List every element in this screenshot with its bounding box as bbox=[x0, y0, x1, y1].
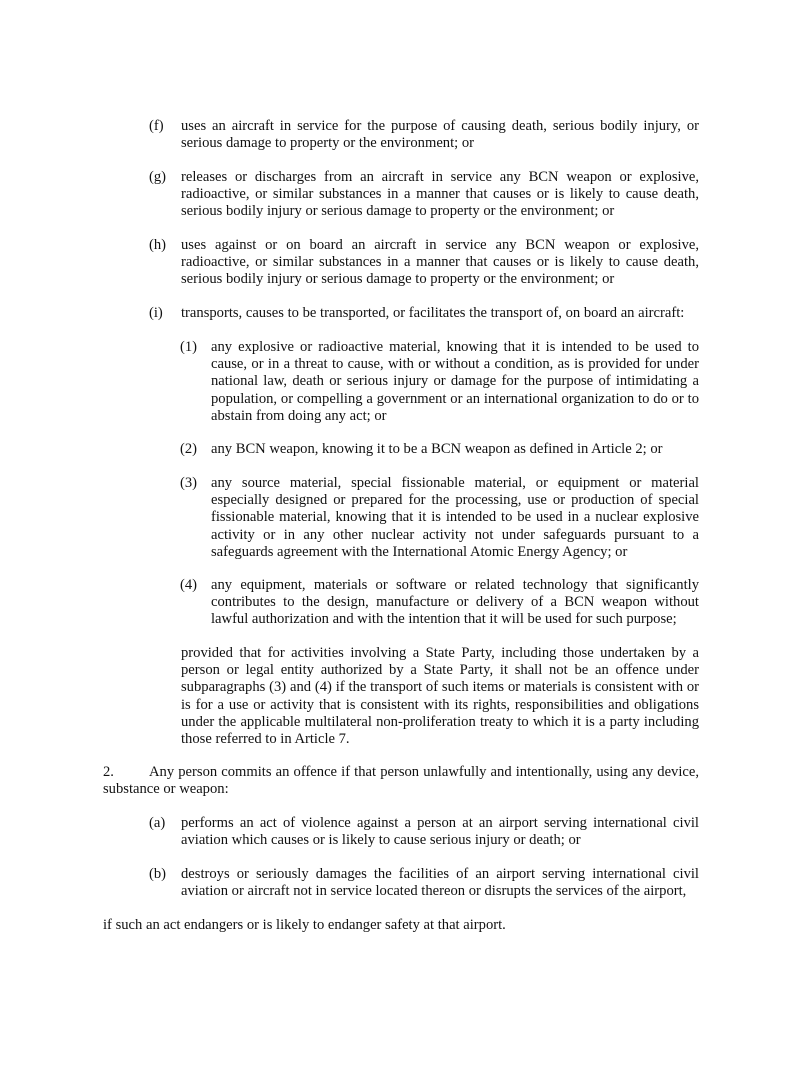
item-text: uses against or on board an aircraft in service any BCN weapon or explosive, radioactive, or similar substances in a manner that causes or is likely to cause death, serious bodily injury or serious damage to property or the environment; or bbox=[181, 237, 699, 288]
item-text: transports, causes to be transported, or facilitates the transport of, on board an aircraft: bbox=[181, 305, 685, 321]
proviso-paragraph: provided that for activities involving a State Party, including those undertaken by a person or legal entity authorized by a State Party, it shall not be an offence under subparagraphs (3) and (4) if the transport of such items or materials is consistent with or is for a use or activity that is consistent with its rights, responsibilities and obligations under the applicable multilateral non-proliferation treaty to which it is a party including those referred to in Article 7. bbox=[181, 645, 699, 748]
item-label: (g) bbox=[149, 169, 167, 185]
item-text: uses an aircraft in service for the purpose of causing death, serious bodily injury, or serious damage to property or the environment; or bbox=[181, 118, 699, 152]
subitem-text: any explosive or radioactive material, knowing that it is intended to be used to cause, or in a threat to cause, with or without a condition, as is provided for under national law, death or serious injury or damage for the purpose of intimidating a population, or compelling a government or an international organization to do or to abstain from doing any act; or bbox=[211, 339, 699, 424]
paragraph-number: 2. bbox=[103, 764, 114, 780]
subitem-text: any equipment, materials or software or related technology that significantly contributes to the design, manufacture or delivery of a BCN weapon without lawful authorization and with the intention that it will be used for such purpose; bbox=[211, 577, 699, 628]
paragraph-2-intro bbox=[103, 764, 699, 798]
subitem-label: (3) bbox=[180, 475, 198, 491]
subitem-label: (1) bbox=[180, 339, 198, 355]
item-text: releases or discharges from an aircraft in service any BCN weapon or explosive, radioactive, or similar substances in a manner that causes or is likely to cause death, serious bodily injury or serious damage to property or the environment; or bbox=[181, 169, 699, 220]
item-text: destroys or seriously damages the facilities of an airport serving international civil aviation or aircraft not in service located thereon or disrupts the services of the airport, bbox=[181, 866, 699, 900]
item-label: (b) bbox=[149, 866, 167, 882]
closing-line: if such an act endangers or is likely to endanger safety at that airport. bbox=[103, 917, 506, 933]
item-label: (i) bbox=[149, 305, 163, 321]
subitem-text: any BCN weapon, knowing it to be a BCN weapon as defined in Article 2; or bbox=[211, 441, 663, 457]
subitem-text: any source material, special fissionable material, or equipment or material especially designed or prepared for the processing, use or production of special fissionable material, knowing that it is intended to be used in a nuclear explosive activity or in any other nuclear activity not under safeguards pursuant to a safeguards agreement with the International Atomic Energy Agency; or bbox=[211, 475, 699, 560]
item-label: (a) bbox=[149, 815, 166, 831]
subitem-label: (2) bbox=[180, 441, 198, 457]
item-label: (h) bbox=[149, 237, 167, 253]
paragraph-intro-text: Any person commits an offence if that person unlawfully and intentionally, using any device, substance or weapon: bbox=[103, 764, 699, 798]
subitem-label: (4) bbox=[180, 577, 198, 593]
item-label: (f) bbox=[149, 118, 164, 134]
item-text: performs an act of violence against a person at an airport serving international civil aviation which causes or is likely to cause serious injury or death; or bbox=[181, 815, 699, 849]
